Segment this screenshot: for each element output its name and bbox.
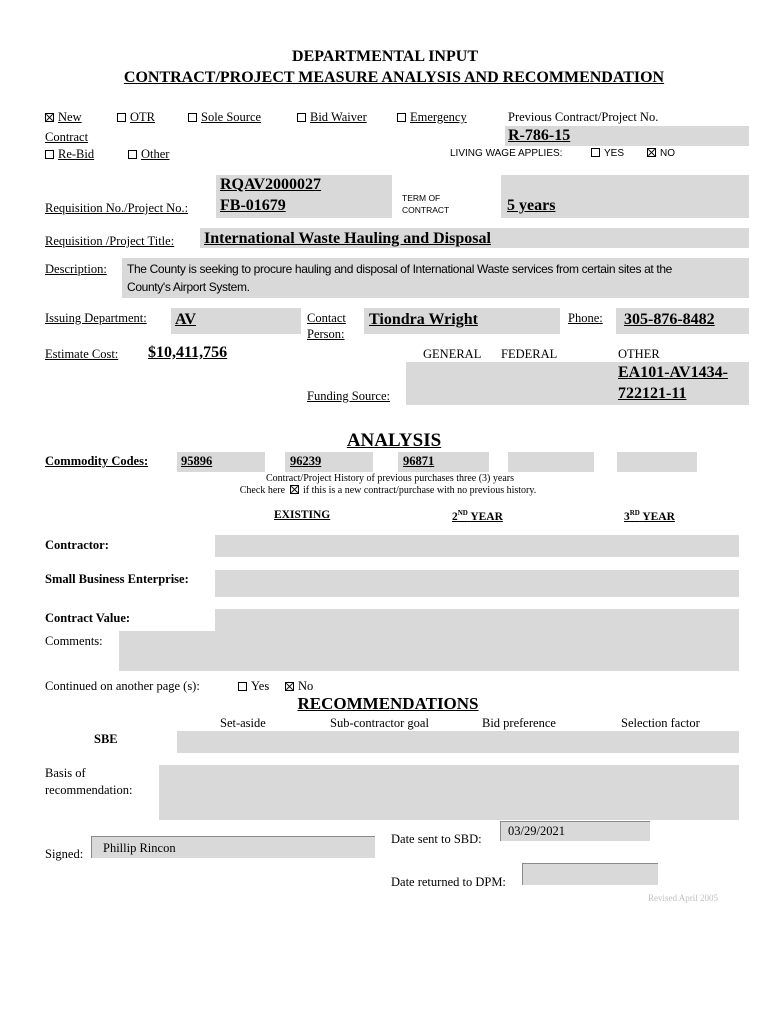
commodity-codes-label: Commodity Codes: bbox=[45, 454, 149, 468]
living-wage-yes-checkbox[interactable] bbox=[591, 148, 600, 157]
sbe-row-label: SBE bbox=[94, 732, 118, 746]
column-second-year: 2ND YEAR bbox=[452, 509, 503, 523]
previous-contract-value: R-786-15 bbox=[508, 127, 571, 144]
funding-federal-label: FEDERAL bbox=[501, 347, 558, 361]
otr-option[interactable]: OTR bbox=[117, 110, 155, 125]
living-wage-no-checkbox[interactable] bbox=[647, 148, 656, 157]
page-subtitle: CONTRACT/PROJECT MEASURE ANALYSIS AND RECOMMENDATION bbox=[123, 69, 665, 86]
signed-label: Signed: bbox=[45, 847, 84, 861]
funding-other-value-1: EA101-AV1434- bbox=[618, 364, 728, 381]
requisition-label: Requisition No./Project No.: bbox=[45, 201, 189, 215]
subcontractor-goal-label: Sub-contractor goal bbox=[330, 716, 429, 730]
previous-contract-label: Previous Contract/Project No. bbox=[508, 110, 659, 124]
basis-field[interactable] bbox=[159, 765, 739, 820]
selection-factor-label: Selection factor bbox=[621, 716, 700, 730]
commodity-code-field-5[interactable] bbox=[617, 452, 697, 472]
contact-label-1: Contact bbox=[307, 311, 346, 325]
project-title-label: Requisition /Project Title: bbox=[45, 234, 175, 248]
new-contract-label-2: Contract bbox=[45, 130, 89, 144]
sole-source-checkbox[interactable] bbox=[188, 113, 197, 122]
rebid-checkbox[interactable] bbox=[45, 150, 54, 159]
funding-general-label: GENERAL bbox=[423, 347, 482, 361]
commodity-code-2: 96239 bbox=[290, 454, 322, 468]
requisition-value-2: FB-01679 bbox=[220, 197, 286, 214]
date-returned-label: Date returned to DPM: bbox=[391, 875, 506, 889]
issuing-department-label: Issuing Department: bbox=[45, 311, 147, 325]
signed-value: Phillip Rincon bbox=[103, 841, 176, 855]
term-label-1: TERM OF bbox=[402, 193, 441, 203]
project-title-value: International Waste Hauling and Disposal bbox=[204, 230, 491, 247]
basis-label-2: recommendation: bbox=[45, 783, 133, 797]
basis-label-1: Basis of bbox=[45, 766, 86, 780]
phone-label: Phone: bbox=[568, 311, 603, 325]
contact-value: Tiondra Wright bbox=[369, 311, 478, 328]
description-line-1: The County is seeking to procure hauling and disposal of International Waste services from certain sites at the bbox=[127, 262, 673, 276]
description-line-2: County's Airport System. bbox=[127, 280, 250, 294]
page-title: DEPARTMENTAL INPUT bbox=[292, 48, 478, 65]
otr-checkbox[interactable] bbox=[117, 113, 126, 122]
funding-other-value-2: 722121-11 bbox=[618, 385, 687, 402]
other-option[interactable]: Other bbox=[128, 147, 169, 162]
bid-waiver-checkbox[interactable] bbox=[297, 113, 306, 122]
contact-label-2: Person: bbox=[307, 327, 345, 341]
rebid-option[interactable]: Re-Bid bbox=[45, 147, 94, 162]
date-returned-field[interactable] bbox=[522, 863, 658, 885]
contract-value-field[interactable] bbox=[215, 609, 739, 631]
commodity-code-1: 95896 bbox=[181, 454, 213, 468]
date-sent-value: 03/29/2021 bbox=[508, 824, 565, 838]
bid-waiver-option[interactable]: Bid Waiver bbox=[297, 110, 367, 125]
contractor-field[interactable] bbox=[215, 535, 739, 557]
date-sent-label: Date sent to SBD: bbox=[391, 832, 482, 846]
issuing-department-value: AV bbox=[175, 311, 197, 328]
term-label-2: CONTRACT bbox=[402, 205, 450, 215]
other-checkbox[interactable] bbox=[128, 150, 137, 159]
sole-source-option[interactable]: Sole Source bbox=[188, 110, 261, 125]
comments-field[interactable] bbox=[119, 631, 739, 671]
commodity-code-3: 96871 bbox=[403, 454, 435, 468]
contract-value-label: Contract Value: bbox=[45, 611, 131, 625]
continued-label: Continued on another page (s): bbox=[45, 679, 200, 693]
history-note: Contract/Project History of previous purchases three (3) years bbox=[266, 473, 514, 484]
commodity-code-field-4[interactable] bbox=[508, 452, 594, 472]
continued-yes[interactable]: Yes bbox=[238, 679, 269, 694]
analysis-heading: ANALYSIS bbox=[346, 430, 442, 451]
requisition-value-1: RQAV2000027 bbox=[220, 176, 322, 193]
continued-no-checkbox[interactable] bbox=[285, 682, 294, 691]
contractor-label: Contractor: bbox=[45, 538, 109, 552]
column-existing: EXISTING bbox=[274, 509, 331, 521]
sbe-recommendation-field[interactable] bbox=[177, 731, 739, 753]
sbe-label: Small Business Enterprise: bbox=[45, 572, 189, 586]
bid-preference-label: Bid preference bbox=[482, 716, 556, 730]
new-contract-checkbox[interactable] bbox=[45, 113, 54, 122]
phone-value: 305-876-8482 bbox=[624, 311, 715, 328]
sbe-field[interactable] bbox=[215, 570, 739, 597]
estimate-cost-label: Estimate Cost: bbox=[45, 347, 119, 361]
emergency-checkbox[interactable] bbox=[397, 113, 406, 122]
continued-yes-checkbox[interactable] bbox=[238, 682, 247, 691]
column-third-year: 3RD YEAR bbox=[624, 509, 675, 523]
setaside-label: Set-aside bbox=[220, 716, 266, 730]
funding-source-label: Funding Source: bbox=[307, 389, 390, 403]
estimate-cost-value: $10,411,756 bbox=[148, 344, 228, 361]
living-wage-yes[interactable]: YES bbox=[591, 148, 624, 159]
revised-note: Revised April 2005 bbox=[648, 893, 718, 903]
recommendations-heading: RECOMMENDATIONS bbox=[297, 694, 479, 713]
living-wage-no[interactable]: NO bbox=[647, 148, 675, 159]
funding-other-label: OTHER bbox=[618, 347, 660, 361]
new-contract-option[interactable]: New bbox=[45, 110, 82, 125]
emergency-option[interactable]: Emergency bbox=[397, 110, 467, 125]
comments-label: Comments: bbox=[45, 634, 103, 648]
term-value: 5 years bbox=[507, 197, 556, 214]
living-wage-label: LIVING WAGE APPLIES: bbox=[450, 148, 563, 159]
new-history-option[interactable]: Check here if this is a new contract/purchase with no previous history. bbox=[239, 485, 537, 496]
no-history-checkbox[interactable] bbox=[290, 485, 299, 494]
description-label: Description: bbox=[45, 262, 107, 276]
continued-no[interactable]: No bbox=[285, 679, 313, 694]
